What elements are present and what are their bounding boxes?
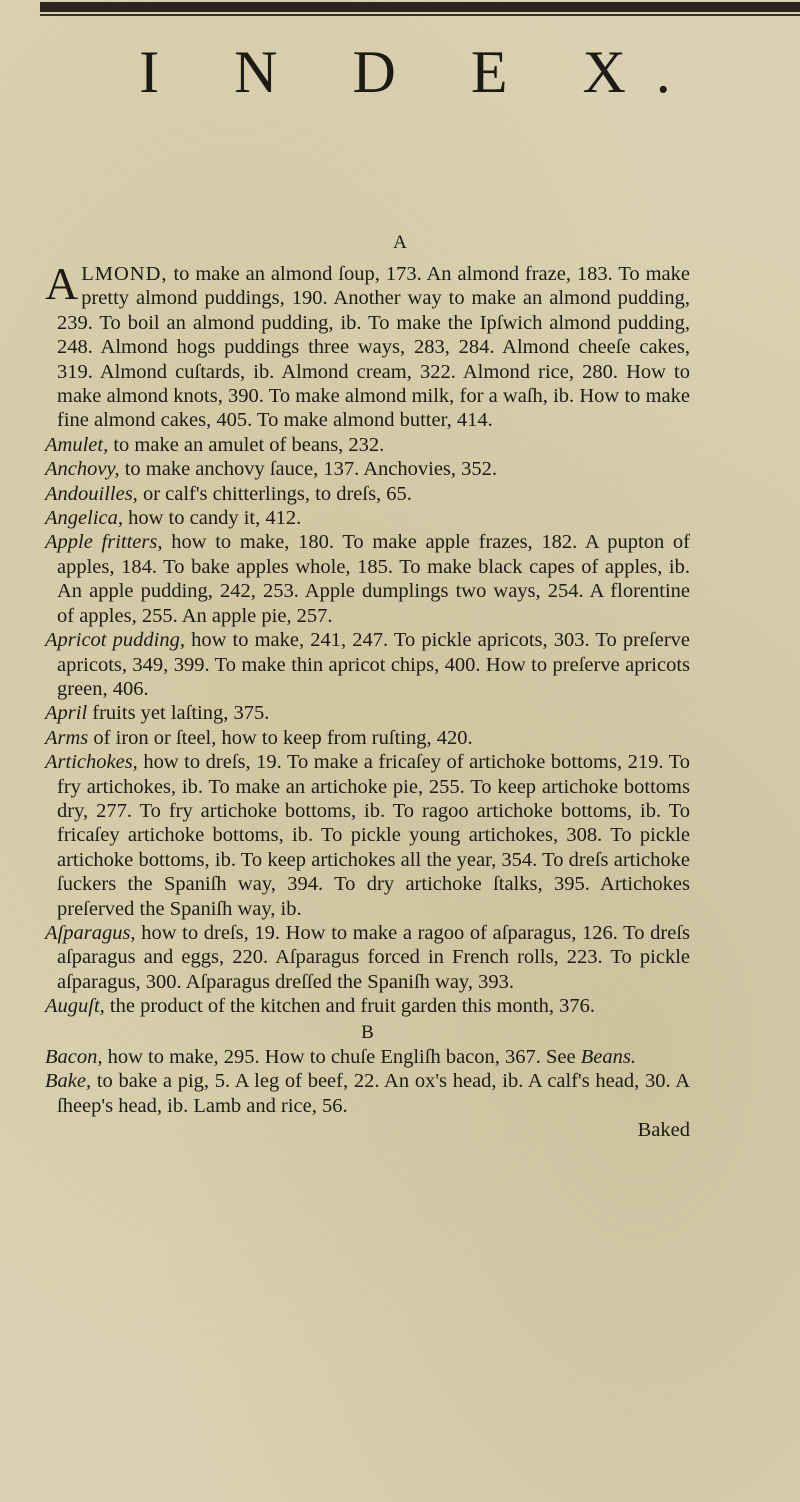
index-entry: Bake, to bake a pig, 5. A leg of beef, 22. An ox's head, ib. A calf's head, 30. A ſheep's head, ib. Lamb and rice, 56.: [45, 1070, 690, 1117]
index-entry: Amulet, to make an amulet of beans, 232.: [45, 433, 385, 456]
index-entry: ALMOND, to make an almond ſoup, 173. An almond fraze, 183. To make pretty almond puddings, 190. Another way to make an almond pudding, 239. To boil an almond pudding, ib. To make the Ipſwich almond pudding, 248. Almond hogs puddings three ways, 283, 284. Almond cheeſe cakes, 319. Almond cuſtards, ib. Almond cream, 322. Almond rice, 280. How to make almond knots, 390. To make almond milk, for a waſh, ib. How to make fine almond cakes, 405. To make almond butter, 414.: [45, 258, 690, 432]
drop-cap: A: [45, 258, 79, 309]
index-entry: Bacon, how to make, 295. How to chuſe Engliſh bacon, 367. See Beans.: [45, 1046, 636, 1068]
index-entry: Auguſt, the product of the kitchen and fruit garden this month, 376.: [45, 995, 595, 1018]
index-entry: Anchovy, to make anchovy ſauce, 137. Anchovies, 352.: [45, 458, 498, 481]
index-entry: Andouilles, or calf's chitterlings, to dreſs, 65.: [45, 482, 412, 505]
index-entries-a: [45, 258, 691, 1143]
page-title: I N D E X.: [139, 39, 701, 105]
index-entry: Apple fritters, how to make, 180. To make apple frazes, 182. A pupton of apples, 184. To bake apples whole, 185. To make black capes of apples, ib. An apple pudding, 242, 253. Apple dumplings two ways, 254. A florentine of apples, 255. An apple pie, 257.: [45, 531, 690, 627]
top-rule: [40, 2, 800, 12]
index-entry: Artichokes, how to dreſs, 19. To make a fricaſey of artichoke bottoms, 219. To fry artichokes, ib. To make an artichoke pie, 255. To keep artichoke bottoms dry, 277. To fry artichoke bottoms, ib. To ragoo artichoke bottoms, ib. To fricaſey artichoke bottoms, ib. To pickle young artichokes, 308. To pickle artichoke bottoms, ib. To keep artichokes all the year, 354. To dreſs artichoke ſuckers the Spaniſh way, 394. To dry artichoke ſtalks, 395. Artichokes preſerved the Spaniſh way, ib.: [45, 751, 690, 920]
section-letter-a: A: [393, 232, 407, 253]
index-entry: Apricot pudding, how to make, 241, 247. To pickle apricots, 303. To preſerve apricots, 349, 399. To make thin apricot chips, 400. How to preſerve apricots green, 406.: [45, 629, 691, 700]
index-entry: Aſparagus, how to dreſs, 19. How to make a ragoo of aſparagus, 126. To dreſs aſparagus and eggs, 220. Aſparagus forced in French rolls, 223. To pickle aſparagus, 300. Aſparagus dreſſed the Spaniſh way, 393.: [45, 921, 690, 993]
top-rule-thin: [40, 14, 800, 16]
index-entry: April fruits yet laſting, 375.: [45, 702, 270, 725]
index-entry: Arms of iron or ſteel, how to keep from ruſting, 420.: [45, 726, 473, 749]
index-entry: Angelica, how to candy it, 412.: [45, 507, 302, 530]
section-letter-b: B: [361, 1021, 374, 1043]
catchword: Baked: [637, 1119, 690, 1142]
